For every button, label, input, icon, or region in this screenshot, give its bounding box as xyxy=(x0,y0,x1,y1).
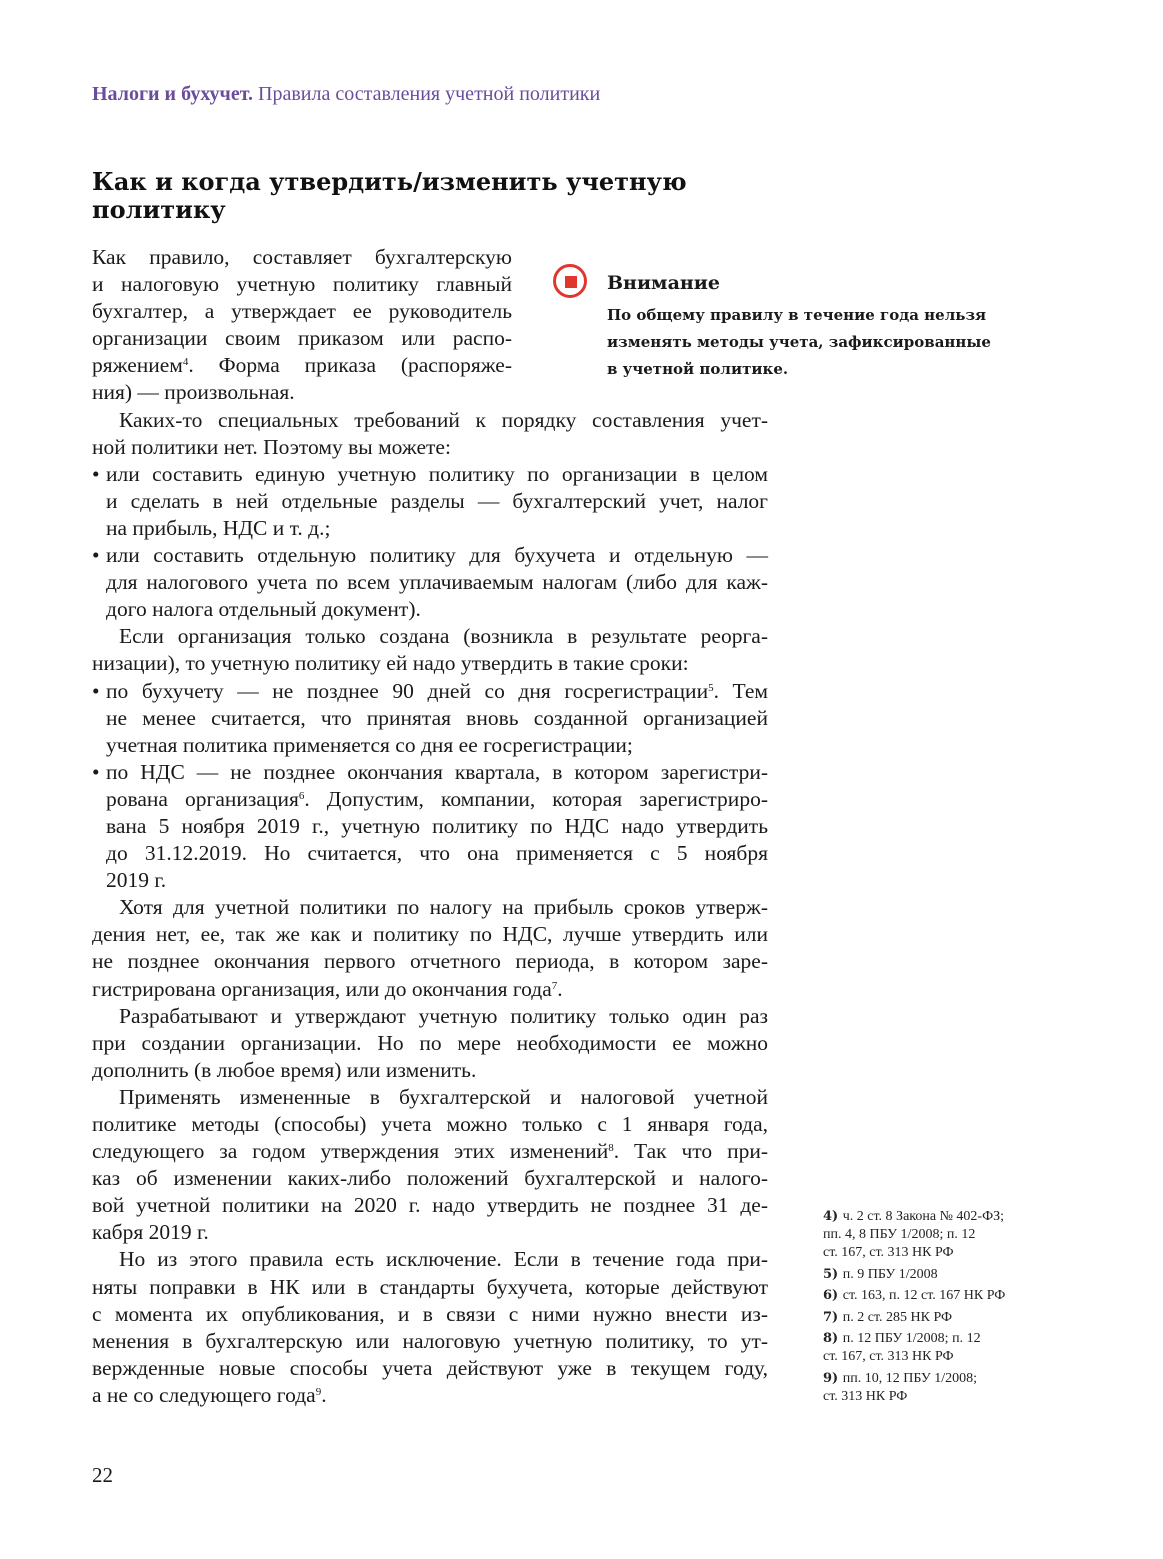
text-line: и сделать в ней отдельные разделы — бухгалтерский учет, налог xyxy=(106,488,768,513)
text-line: менения в бухгалтерскую или налоговую учетную политику, то ут- xyxy=(92,1328,768,1353)
footnote-ref[interactable]: 6 xyxy=(298,789,305,802)
footnote xyxy=(823,1309,1005,1327)
text-line: при создании организации. Но по мере необходимости ее можно xyxy=(92,1030,768,1055)
text-line: вой учетной политики на 2020 г. надо утвердить не позднее 31 де- xyxy=(92,1193,768,1218)
footnote-number: 5) xyxy=(823,1266,843,1282)
running-head-section: Налоги и бухучет. xyxy=(92,83,254,105)
text-line: для налогового учета по всем уплачиваемым налогам (либо для каж- xyxy=(106,570,768,595)
footnote-text: пп. 10, 12 ПБУ 1/2008; xyxy=(842,1370,978,1386)
text-line: не менее считается, что принятая вновь созданной организацией xyxy=(106,705,768,730)
paragraph xyxy=(92,1084,768,1247)
body-text xyxy=(92,244,768,1409)
text-line: политике методы (способы) учета можно только с 1 января года, xyxy=(92,1112,768,1136)
text-line: вана 5 ноября 2019 г., учетную политику по НДС надо утвердить xyxy=(106,813,768,838)
text-line: не позднее окончания первого отчетного периода, в котором заре- xyxy=(92,949,768,974)
paragraph xyxy=(92,1246,768,1409)
bullet-icon: • xyxy=(92,759,100,784)
text-line: 2019 г. xyxy=(106,868,167,893)
heading-line: политику xyxy=(92,195,226,224)
footnote-text: пп. 4, 8 ПБУ 1/2008; п. 12 xyxy=(823,1227,976,1242)
text-line: Каких-то специальных требований к порядку составления учет- xyxy=(119,407,768,432)
text-line: няты поправки в НК или в стандарты бухучета, которые действуют xyxy=(92,1274,768,1299)
text-line: а не со следующего года$^9$. xyxy=(92,1382,327,1407)
text-line: ряжением$^4$. Форма приказа (распоряже- xyxy=(92,353,512,378)
footnote-number: 4) xyxy=(823,1209,843,1224)
running-head xyxy=(92,83,600,106)
footnotes xyxy=(823,1208,1005,1409)
text-line: рована организация$^6$. Допустим, компании, которая зарегистриро- xyxy=(106,786,768,811)
text-line: каз об изменении каких-либо положений бухгалтерской и налого- xyxy=(92,1166,768,1191)
text-line: ной политики нет. Поэтому вы можете: xyxy=(92,434,451,459)
text-line: по НДС — не позднее окончания квартала, в котором зарегистри- xyxy=(106,759,768,784)
footnote-text: п. 2 ст. 285 НК РФ xyxy=(842,1309,953,1325)
text-line: Хотя для учетной политики по налогу на прибыль сроков утверж- xyxy=(119,895,768,920)
footnote-text: ст. 167, ст. 313 НК РФ xyxy=(823,1245,954,1260)
text-line: на прибыль, НДС и т. д.; xyxy=(106,515,331,540)
footnote xyxy=(823,1208,1005,1262)
footnote xyxy=(823,1287,1005,1305)
footnote-text: ч. 2 ст. 8 Закона № 402-ФЗ; xyxy=(842,1209,1005,1224)
callout-title: Внимание xyxy=(607,272,720,294)
text-line: дополнить (в любое время) или изменить. xyxy=(92,1057,477,1082)
footnote-text: ст. 163, п. 12 ст. 167 НК РФ xyxy=(842,1288,1006,1303)
footnote xyxy=(823,1370,1005,1406)
text-line: по бухучету — не позднее 90 дней со дня госрегистрации$^5$. Тем xyxy=(106,678,768,703)
callout-line: в учетной политике. xyxy=(607,360,789,378)
text-line: до 31.12.2019. Но считается, что она применяется с 5 ноября xyxy=(106,841,768,866)
footnote-ref[interactable]: 8 xyxy=(608,1142,614,1155)
heading-line: Как и когда утвердить/изменить учетную xyxy=(92,167,687,196)
text-line: Разрабатывают и утверждают учетную политику только один раз xyxy=(119,1003,768,1028)
text-line: дого налога отдельный документ). xyxy=(106,597,421,622)
footnote-text: п. 12 ПБУ 1/2008; п. 12 xyxy=(842,1331,981,1346)
text-line: следующего за годом утверждения этих изменений$^8$. Так что при- xyxy=(92,1139,768,1164)
text-line: с момента их опубликования, и в связи с ними нужно внести из- xyxy=(92,1301,768,1326)
footnote-ref[interactable]: 7 xyxy=(551,979,558,992)
footnote-ref[interactable]: 9 xyxy=(315,1385,322,1398)
footnote-ref[interactable]: 4 xyxy=(182,356,189,369)
footnote-number: 7) xyxy=(823,1309,843,1325)
footnote xyxy=(823,1330,1005,1366)
bullet-item xyxy=(92,542,768,623)
paragraph xyxy=(92,1003,768,1084)
text-line: ния) — произвольная. xyxy=(92,380,295,405)
text-line: вержденные новые способы учета действуют уже в текущем году, xyxy=(92,1355,768,1380)
section-heading xyxy=(92,168,712,224)
footnote xyxy=(823,1266,1005,1284)
footnote-number: 9) xyxy=(823,1370,843,1386)
text-line: кабря 2019 г. xyxy=(92,1220,209,1245)
callout-line: изменять методы учета, зафиксированные xyxy=(607,333,991,351)
bullet-icon: • xyxy=(92,461,100,486)
text-line: организации своим приказом или распо- xyxy=(92,326,512,351)
text-line: и налоговую учетную политику главный xyxy=(92,272,512,297)
footnote-number: 6) xyxy=(823,1288,843,1303)
footnote-text: ст. 313 НК РФ xyxy=(823,1388,908,1404)
text-line: или составить отдельную политику для бухучета и отдельную — xyxy=(106,543,768,568)
bullet-item xyxy=(92,759,768,894)
text-line: учетная политика применяется со дня ее госрегистрации; xyxy=(106,732,633,757)
footnote-text: ст. 167, ст. 313 НК РФ xyxy=(823,1349,954,1364)
paragraph xyxy=(92,407,768,461)
bullet-item xyxy=(92,678,768,759)
callout-line: По общему правилу в течение года нельзя xyxy=(607,306,987,324)
bullet-item xyxy=(92,461,768,542)
text-line: низации), то учетную политику ей надо утвердить в такие сроки: xyxy=(92,651,689,676)
text-line: Если организация только создана (возникла в результате реорга- xyxy=(119,624,768,649)
footnote-text: п. 9 ПБУ 1/2008 xyxy=(842,1266,938,1282)
text-line: бухгалтер, а утверждает ее руководитель xyxy=(92,299,512,324)
bullet-icon: • xyxy=(92,543,100,568)
paragraph xyxy=(92,894,768,1002)
running-head-title: Правила составления учетной политики xyxy=(258,83,601,105)
bullet-icon: • xyxy=(92,678,100,703)
stop-circle-icon xyxy=(553,264,587,298)
text-line: дения нет, ее, так же как и политику по НДС, лучше утвердить или xyxy=(92,922,768,947)
footnote-number: 8) xyxy=(823,1331,843,1346)
callout-text xyxy=(607,302,991,383)
text-line: гистрирована организация, или до окончания года$^7$. xyxy=(92,976,563,1001)
text-line: Но из этого правила есть исключение. Если в течение года при- xyxy=(119,1247,768,1272)
paragraph xyxy=(92,623,768,677)
text-line: Как правило, составляет бухгалтерскую xyxy=(92,245,512,269)
text-line: или составить единую учетную политику по организации в целом xyxy=(106,461,768,486)
footnote-ref[interactable]: 5 xyxy=(708,681,714,694)
text-line: Применять измененные в бухгалтерской и налоговой учетной xyxy=(119,1084,768,1109)
page-number: 22 xyxy=(92,1463,113,1487)
